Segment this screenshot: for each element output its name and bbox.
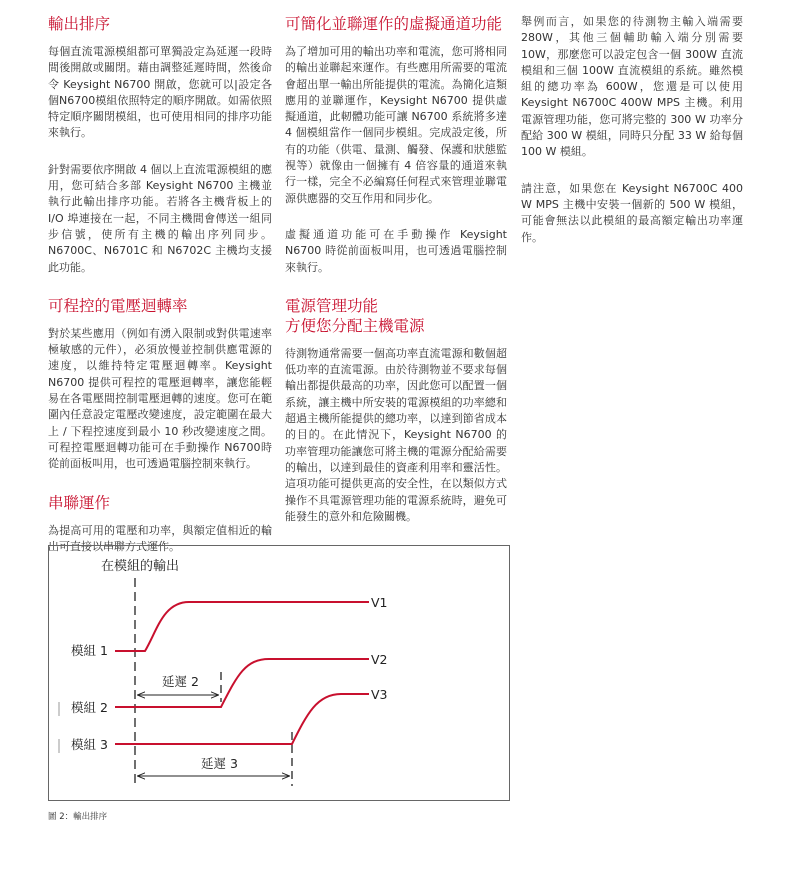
row-label-module-2: 模組 2	[71, 700, 108, 715]
sequencing-diagram	[49, 546, 509, 800]
delay-2-label: 延遲 2	[162, 674, 199, 689]
column-1	[48, 14, 272, 575]
paragraph: 虛擬通道功能可在手動操作 Keysight N6700 時從前面板叫用，也可透過電腦控制來執行。	[285, 227, 507, 274]
figure-caption: 圖 2：輸出排序	[48, 812, 108, 822]
waveform-v2	[115, 659, 369, 707]
paragraph: 舉例而言，如果您的待測物主輸入端需要 280W，其他三個輔助輸入端分別需要 10W，那麼您可以設定包含一個 300W 直流模組和三個 100W 直流模組的系統。雖然模組的總功率為 600W，您還是可以使用 Keysight N6700C 400W MPS 主機。利用電源管理功能，您可將完整的 300 W 功率分配給 300 W 模組，同時只分配 33 W 給每個 100 W 模組。	[521, 15, 743, 159]
row-label-module-1: 模組 1	[71, 643, 108, 658]
waveform-v3	[115, 694, 369, 744]
row-label-module-3: 模組 3	[71, 737, 108, 752]
paragraph: 請注意，如果您在 Keysight N6700C 400 W MPS 主機中安裝一個新的 500 W 模組，可能會無法以此模組的最高額定輸出功率運作。	[521, 181, 743, 244]
paragraph: 為提高可用的電壓和功率，與額定值相近的輸出可直接以串聯方式運作。	[48, 523, 272, 553]
paragraph: 針對需要依序開啟 4 個以上直流電源模組的應用，您可結合多部 Keysight N6700 主機並執行此輸出排序功能。若將各主機背板上的 I/O 埠連接在一起，不同主機間會傳送一組同步信號，使所有主機的輸出序列同步。N6700C、N6701C 和 N6702C 主機均支援此功能。	[48, 162, 272, 274]
output-label-v1: V1	[371, 595, 388, 610]
column-2	[285, 14, 507, 545]
paragraph: 待測物通常需要一個高功率直流電源和數個超低功率的直流電源。由於待測物並不要求每個輸出都提供最高的功率，因此您可以配置一個系統，讓主機中所安裝的電源模組的功率總和超過主機所能提供的總功率，以達到節省成本的目的。在此情況下，Keysight N6700 的功率管理功能讓您可將主機的電源分配給需要的輸出，以達到最佳的資產利用率和靈活性。這項功能可提供更高的安全性，在以類似方式操作不具電源管理功能的電源系統時，避免可能發生的意外和危險關機。	[285, 346, 507, 523]
heading-virtual-channels: 可簡化並聯運作的虛擬通道功能	[285, 15, 503, 33]
heading-output-sequencing: 輸出排序	[48, 15, 111, 33]
heading-series-operation: 串聯運作	[48, 493, 111, 512]
heading-slew-rate: 可程控的電壓迴轉率	[48, 296, 188, 315]
waveform-v1	[115, 602, 369, 651]
output-sequencing-figure	[48, 545, 510, 801]
heading-line: 方便您分配主機電源	[285, 316, 425, 335]
paragraph: 為了增加可用的輸出功率和電流，您可將相同的輸出並聯起來運作。有些應用所需要的電流會超出單一輸出所能提供的電流。為簡化這類應用的並聯運作，Keysight N6700 提供虛擬通道，此軔體功能可讓 N6700 系統將多達 4 個模組當作一個同步模組。完成設定後，所有的功能（供電、量測、觸發、保護和狀態監視等）就像由一個擁有 4 倍容量的通道來執行一樣，完全不必編寫任何程式來管理並聯電源供應器的交互作用和同步化。	[285, 45, 507, 205]
output-label-v3: V3	[371, 687, 388, 702]
delay-3-label: 延遲 3	[201, 756, 238, 771]
paragraph: 每個直流電源模組都可單獨設定為延遲一段時間後開啟或關閉。藉由調整延遲時間，然後命令 Keysight N6700 開啟，您就可以|設定各個N6700模組依照特定的順序開啟。如需依照特定順序關閉模組，也可使用相同的排序功能來執行。	[48, 45, 272, 140]
heading-power-management	[285, 296, 507, 336]
paragraph: 對於某些應用（例如有湧入限制或對供電速率極敏感的元件），必須放慢並控制供應電源的速度，以維持特定電壓迴轉率。Keysight N6700 提供可程控的電壓迴轉率，讓您能輕易在各電壓間控制電壓迴轉的速度。您可在範圍內任意設定電壓改變速度，設定範圍在最大上 / 下程控速度到最小 10 秒改變速度之間。可程控電壓迴轉功能可在手動操作 N6700時從前面板叫用，也可透過電腦控制來執行。	[48, 326, 272, 471]
figure-title: 在模組的輸出	[101, 559, 180, 574]
heading-line: 電源管理功能	[285, 296, 379, 315]
output-label-v2: V2	[371, 652, 388, 667]
column-3	[521, 14, 743, 266]
